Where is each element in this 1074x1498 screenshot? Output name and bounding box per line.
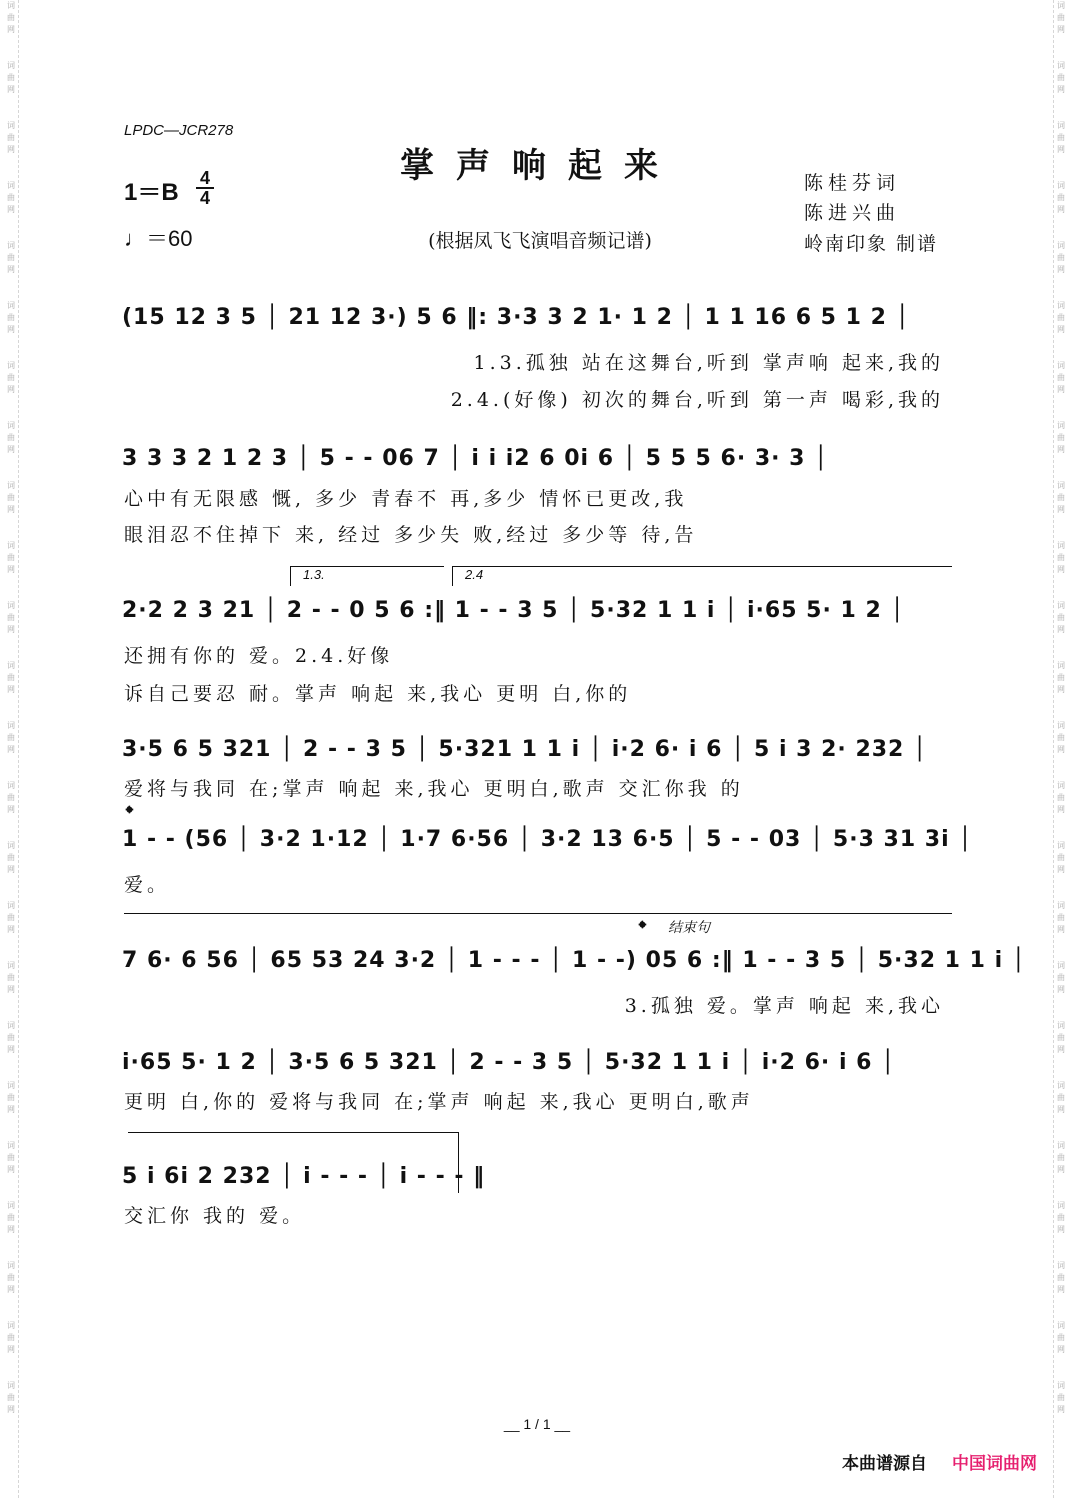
watermark-text: 词曲网	[7, 301, 15, 334]
page-number: __ 1 / 1 __	[503, 1416, 571, 1432]
time-top: 4	[199, 168, 210, 188]
watermark-text: 词曲网	[7, 781, 15, 814]
notation-line-5: 1 - - (56 │ 3·2 1·12 │ 1·7 6·56 │ 3·2 13 6·5 │ 5 - - 03 │ 5·3 31 3i │	[122, 827, 973, 852]
watermark-text: 词曲网	[1057, 1081, 1065, 1114]
left-watermark-strip	[4, 0, 19, 1498]
watermark-text: 词曲网	[7, 841, 15, 874]
watermark-text: 词曲网	[1057, 1261, 1065, 1294]
watermark-text: 词曲网	[7, 1321, 15, 1354]
arranger-credit: 岭南印象 制谱	[804, 233, 939, 255]
watermark-text: 词曲网	[1057, 361, 1065, 394]
watermark-text: 词曲网	[7, 421, 15, 454]
lyric-line-4: 爱将与我同 在;掌声 响起 来,我心 更明白,歌声 交汇你我 的	[124, 778, 744, 800]
transcription-note: (根据凤飞飞演唱音频记谱)	[428, 230, 652, 252]
source-brand-link[interactable]: 中国词曲网	[952, 1454, 1037, 1473]
ending-label: 结束句	[668, 920, 710, 936]
watermark-text: 词曲网	[1057, 541, 1065, 574]
watermark-text: 词曲网	[7, 481, 15, 514]
watermark-text: 词曲网	[7, 121, 15, 154]
watermark-text: 词曲网	[7, 721, 15, 754]
watermark-text: 词曲网	[1057, 1321, 1065, 1354]
composer-credit: 陈进兴曲	[804, 202, 901, 224]
watermark-text: 词曲网	[7, 601, 15, 634]
watermark-text: 词曲网	[1057, 721, 1065, 754]
lyric-line-5: 爱。	[124, 874, 171, 896]
watermark-text: 词曲网	[7, 1, 15, 34]
lyric-line-3-verse-1: 还拥有你的 爱。2.4.好像	[124, 645, 394, 667]
lyric-line-3-verse-2: 诉自己要忍 耐。掌声 响起 来,我心 更明 白,你的	[124, 683, 632, 705]
watermark-text: 词曲网	[1057, 781, 1065, 814]
notation-line-1: (15 12 3 5 │ 21 12 3·) 5 6 ‖: 3·3 3 2 1· 1 2 │ 1 1 16 6 5 1 2 │	[122, 305, 910, 330]
watermark-text: 词曲网	[7, 361, 15, 394]
section-divider	[124, 913, 952, 914]
watermark-text: 词曲网	[7, 1381, 15, 1414]
watermark-text: 词曲网	[7, 241, 15, 274]
watermark-text: 词曲网	[1057, 1201, 1065, 1234]
watermark-text: 词曲网	[1057, 181, 1065, 214]
score-code: LPDC—JCR278	[124, 122, 234, 139]
watermark-text: 词曲网	[1057, 301, 1065, 334]
watermark-text: 词曲网	[1057, 901, 1065, 934]
watermark-text: 词曲网	[1057, 61, 1065, 94]
watermark-text: 词曲网	[7, 1081, 15, 1114]
watermark-text: 词曲网	[7, 1021, 15, 1054]
time-signature	[196, 170, 214, 206]
key-signature: 1＝B	[124, 179, 179, 206]
coda-sign: 𝄌	[126, 801, 133, 825]
lyric-line-8: 交汇你 我的 爱。	[124, 1205, 306, 1227]
watermark-text: 词曲网	[1057, 661, 1065, 694]
watermark-text: 词曲网	[1057, 1381, 1065, 1414]
watermark-text: 词曲网	[1057, 601, 1065, 634]
notation-line-2: 3 3 3 2 1 2 3 │ 5 - - 06 7 │ i i i2 6 0i 6 │ 5 5 5 6· 3· 3 │	[122, 446, 829, 471]
coda-sign-ending: 𝄌	[639, 916, 646, 940]
song-title: 掌声响起来	[400, 146, 680, 186]
notation-line-3: 2·2 2 3 21 │ 2 - - 0 5 6 :‖ 1 - - 3 5 │ 5·32 1 1 i │ i·65 5· 1 2 │	[122, 598, 905, 623]
notation-line-6: 7 6· 6 56 │ 65 53 24 3·2 │ 1 - - - │ 1 - -) 05 6 :‖ 1 - - 3 5 │ 5·32 1 1 i │	[122, 948, 1027, 973]
lyric-line-7: 更明 白,你的 爱将与我同 在;掌声 响起 来,我心 更明白,歌声	[124, 1091, 754, 1113]
watermark-text: 词曲网	[7, 1201, 15, 1234]
watermark-text: 词曲网	[1057, 1141, 1065, 1174]
lyric-line-1-verse-2: 2.4.(好像) 初次的舞台,听到 第一声 喝彩,我的	[450, 389, 944, 411]
notation-line-4: 3·5 6 5 321 │ 2 - - 3 5 │ 5·321 1 1 i │ i·2 6· i 6 │ 5 i 3 2· 232 │	[122, 737, 928, 762]
lyricist-credit: 陈桂芬词	[804, 172, 901, 194]
watermark-text: 词曲网	[7, 61, 15, 94]
notation-line-7: i·65 5· 1 2 │ 3·5 6 5 321 │ 2 - - 3 5 │ 5·32 1 1 i │ i·2 6· i 6 │	[122, 1050, 896, 1075]
watermark-text: 词曲网	[1057, 121, 1065, 154]
watermark-text: 词曲网	[1057, 1021, 1065, 1054]
watermark-text: 词曲网	[1057, 421, 1065, 454]
source-label: 本曲谱源自	[842, 1454, 927, 1473]
tempo-marking: ♩＝60	[124, 226, 193, 251]
lyric-line-2-verse-2: 眼泪忍不住掉下 来, 经过 多少失 败,经过 多少等 待,告	[124, 524, 698, 546]
volta-bracket-2: 2.4	[452, 566, 952, 586]
lyric-line-6: 3.孤独 爱。掌声 响起 来,我心	[624, 995, 944, 1017]
watermark-text: 词曲网	[1057, 481, 1065, 514]
notation-line-8: 5 i 6i 2 232 │ i - - - │ i - - - ‖	[122, 1164, 486, 1189]
watermark-text: 词曲网	[1057, 1, 1065, 34]
watermark-text: 词曲网	[1057, 841, 1065, 874]
lyric-line-1-verse-1: 1.3.孤独 站在这舞台,听到 掌声响 起来,我的	[473, 352, 944, 374]
time-bottom: 4	[199, 188, 210, 208]
watermark-text: 词曲网	[7, 181, 15, 214]
watermark-text: 词曲网	[7, 961, 15, 994]
watermark-text: 词曲网	[7, 901, 15, 934]
watermark-text: 词曲网	[7, 661, 15, 694]
lyric-line-2-verse-1: 心中有无限感 慨, 多少 青春不 再,多少 情怀已更改,我	[124, 488, 688, 510]
watermark-text: 词曲网	[1057, 241, 1065, 274]
watermark-text: 词曲网	[7, 1261, 15, 1294]
watermark-text: 词曲网	[1057, 961, 1065, 994]
watermark-text: 词曲网	[7, 1141, 15, 1174]
watermark-text: 词曲网	[7, 541, 15, 574]
volta-bracket-1: 1.3.	[290, 566, 444, 586]
right-watermark-strip	[1053, 0, 1068, 1498]
